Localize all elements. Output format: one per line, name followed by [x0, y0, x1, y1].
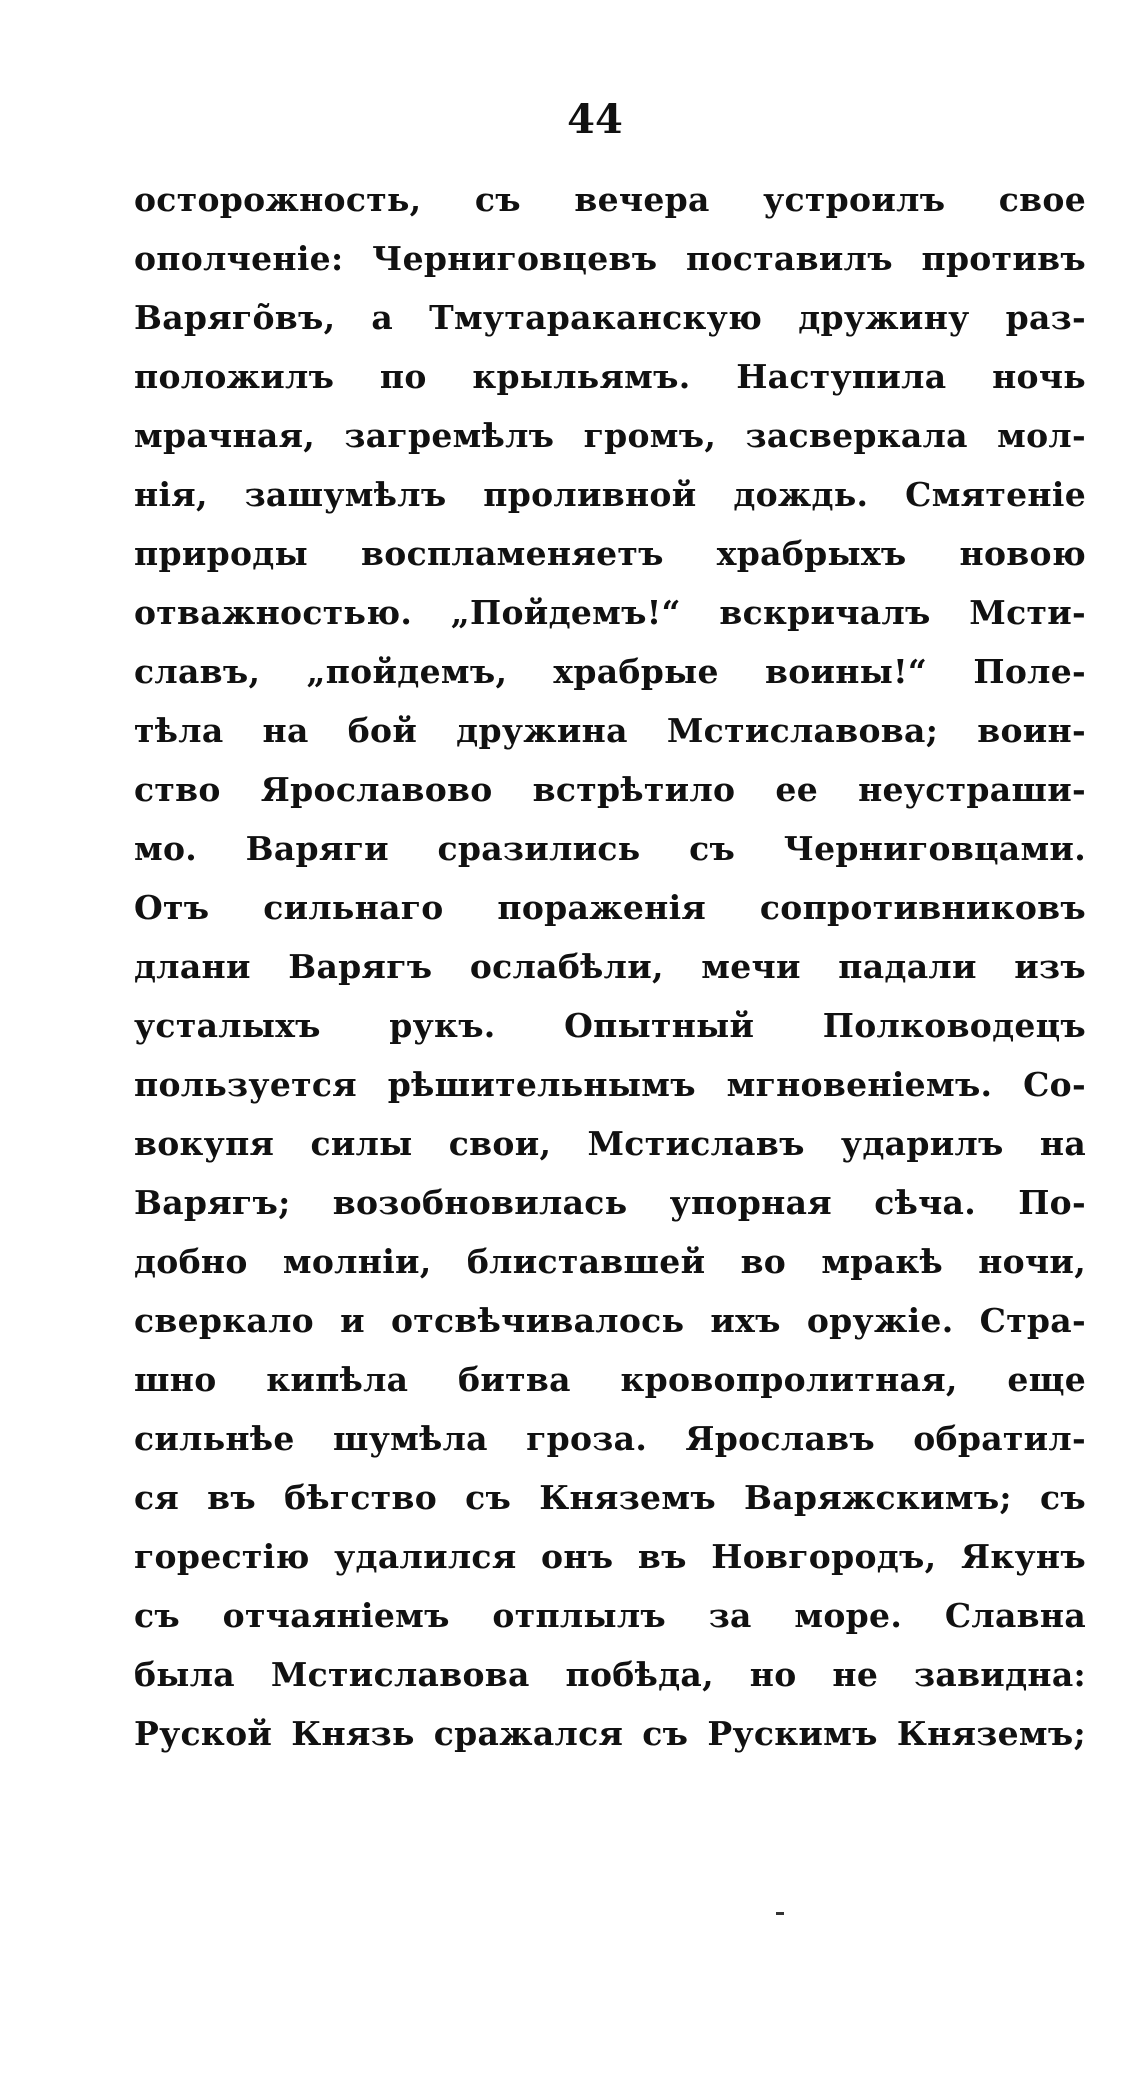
text-line: тѣла на бой дружина Мстиславова; воин-: [134, 711, 1086, 750]
text-line: мо. Варяги сразились съ Черниговцами.: [134, 829, 1086, 868]
text-line: славъ, „пойдемъ, храбрые воины!“ Поле-: [134, 652, 1086, 691]
text-line: нія, зашумѣлъ проливной дождь. Смятеніе: [134, 475, 1086, 514]
text-line: ство Ярославово встрѣтило ее неустраши-: [134, 770, 1086, 809]
text-line: вокупя силы свои, Мстиславъ ударилъ на: [134, 1124, 1086, 1163]
bottom-mark: [776, 1912, 784, 1915]
text-line: Отъ сильнаго пораженія сопротивниковъ: [134, 888, 1086, 927]
text-line: была Мстиславова побѣда, но не завидна:: [134, 1655, 1086, 1694]
text-line: Руской Князь сражался съ Рускимъ Княземъ;: [134, 1714, 1086, 1753]
text-line: усталыхъ рукъ. Опытный Полководецъ: [134, 1006, 1086, 1045]
text-line: сверкало и отсвѣчивалось ихъ оружіе. Стра-: [134, 1301, 1086, 1340]
body-text: [134, 170, 1086, 1763]
text-line: положилъ по крыльямъ. Наступила ночь: [134, 357, 1086, 396]
text-line: съ отчаяніемъ отплылъ за море. Славна: [134, 1596, 1086, 1635]
text-line: отважностью. „Пойдемъ!“ вскричалъ Мсти-: [134, 593, 1086, 632]
text-line: природы воспламеняетъ храбрыхъ новою: [134, 534, 1086, 573]
text-line: добно молніи, блиставшей во мракѣ ночи,: [134, 1242, 1086, 1281]
page-number: 44: [567, 96, 623, 143]
text-line: мрачная, загремѣлъ громъ, засверкала мол-: [134, 416, 1086, 455]
text-line: пользуется рѣшительнымъ мгновеніемъ. Со-: [134, 1065, 1086, 1104]
text-line: длани Варягъ ослабѣли, мечи падали изъ: [134, 947, 1086, 986]
text-line: Варягъ; возобновилась упорная сѣча. По-: [134, 1183, 1086, 1222]
text-line: сильнѣе шумѣла гроза. Ярославъ обратил-: [134, 1419, 1086, 1458]
text-line: ся въ бѣгство съ Княземъ Варяжскимъ; съ: [134, 1478, 1086, 1517]
text-line: Варяго̃въ, а Тмутараканскую дружину раз-: [134, 298, 1086, 337]
text-line: шно кипѣла битва кровопролитная, еще: [134, 1360, 1086, 1399]
text-line: ополченіе: Черниговцевъ поставилъ противъ: [134, 239, 1086, 278]
text-line: осторожность, съ вечера устроилъ свое: [134, 180, 1086, 219]
text-line: горестію удалился онъ въ Новгородъ, Якунъ: [134, 1537, 1086, 1576]
